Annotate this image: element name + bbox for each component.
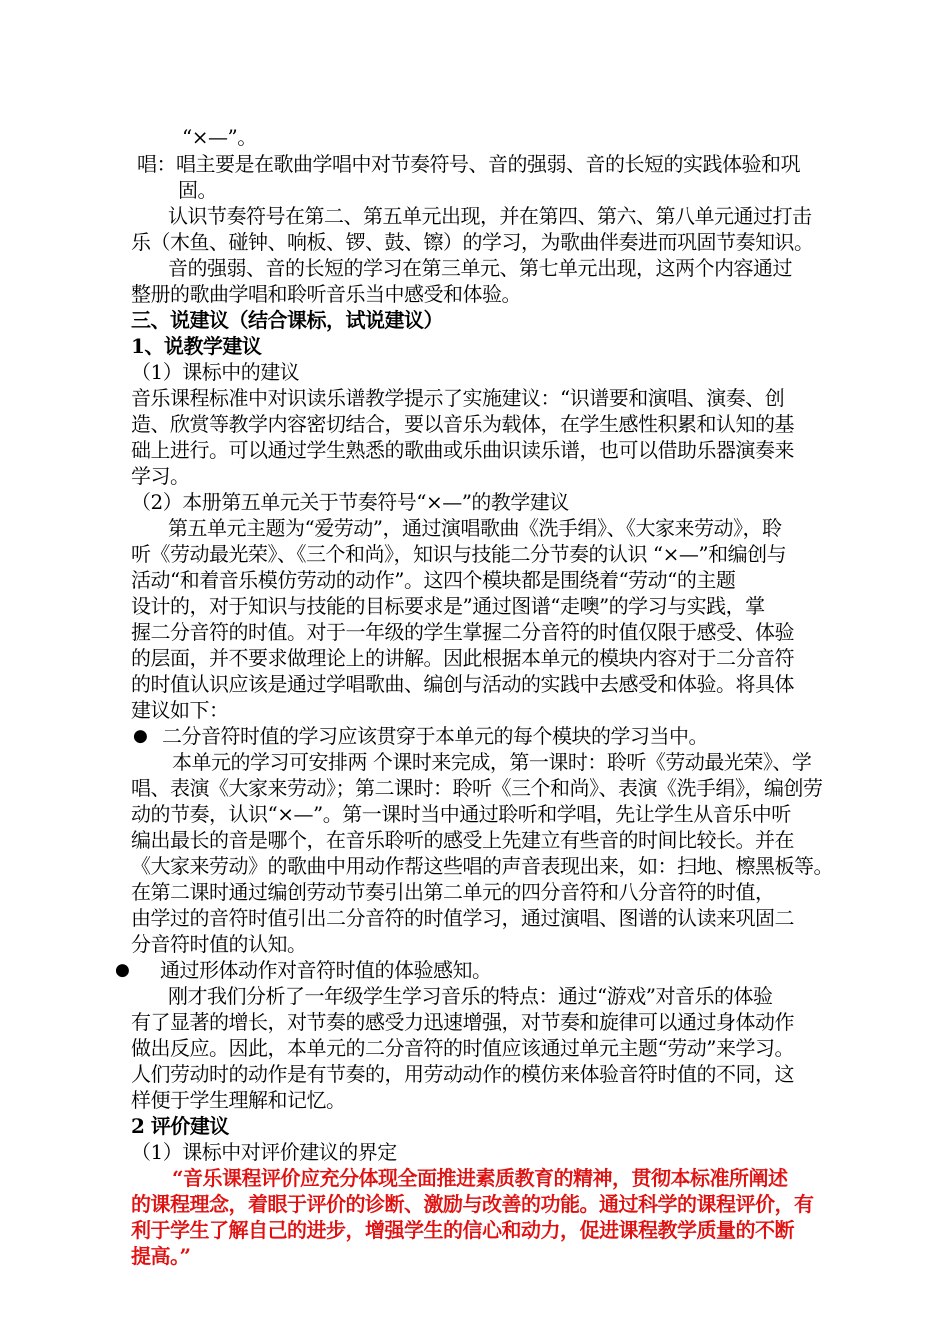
text-line: 建议如下：: [131, 698, 229, 722]
text-line: 分音符时值的认知。: [131, 932, 307, 956]
text-line: “×—”。: [182, 125, 257, 149]
text-line: 造、欣赏等教学内容密切结合，要以音乐为载体，在学生感性积累和认知的基: [131, 412, 794, 436]
text-line: 由学过的音符时值引出二分音符的时值学习，通过演唱、图谱的认读来巩固二: [131, 906, 794, 930]
quoted-text-line: 利于学生了解自己的进步，增强学生的信心和动力，促进课程教学质量的不断: [131, 1218, 794, 1242]
text-line: 在第二课时通过编创劳动节奏引出第二单元的四分音符和八分音符的时值，: [131, 880, 775, 904]
section-heading: 三、说建议（结合课标，试说建议）: [131, 308, 443, 332]
text-line: 《大家来劳动》的歌曲中用动作帮这些唱的声音表现出来，如：扫地、檫黑板等。: [131, 854, 833, 878]
text-line: 音乐课程标准中对识读乐谱教学提示了实施建议：“识谱要和演唱、演奏、创: [131, 386, 785, 410]
text-line: （1）课标中对评价建议的界定: [131, 1140, 397, 1164]
text-line: 第五单元主题为“爱劳动”，通过演唱歌曲《洗手绢》、《大家来劳动》，聆: [168, 516, 782, 540]
text-line: 学习。: [131, 464, 190, 488]
text-line: 样便于学生理解和记忆。: [131, 1088, 346, 1112]
subsection-heading: 2 评价建议: [131, 1114, 229, 1138]
text-line: 编出最长的音是哪个，在音乐聆听的感受上先建立有些音的时间比较长。并在: [131, 828, 794, 852]
quoted-text-line: 提高。”: [131, 1244, 191, 1268]
text-line: 唱：唱主要是在歌曲学唱中对节奏符号、音的强弱、音的长短的实践体验和巩: [137, 152, 800, 176]
text-line: 握二分音符的时值。对于一年级的学生掌握二分音符的时值仅限于感受、体验: [131, 620, 794, 644]
text-line: 做出反应。因此，本单元的二分音符的时值应该通过单元主题“劳动”来学习。: [131, 1036, 794, 1060]
quoted-text-line: 的课程理念，着眼于评价的诊断、激励与改善的功能。通过科学的课程评价，有: [131, 1192, 814, 1216]
text-line: 人们劳动时的动作是有节奏的，用劳动动作的模仿来体验音符时值的不同，这: [131, 1062, 794, 1086]
bullet-icon: ●: [115, 960, 130, 980]
bullet-icon: ●: [133, 726, 148, 746]
text-line: 唱、表演《大家来劳动》；第二课时：聆听《三个和尚》、表演《洗手绢》，编创劳: [131, 776, 823, 800]
text-line: 固。: [178, 178, 217, 202]
text-line: 的层面，并不要求做理论上的讲解。因此根据本单元的模块内容对于二分音符: [131, 646, 794, 670]
bullet-item-text: 二分音符时值的学习应该贯穿于本单元的每个模块的学习当中。: [162, 724, 708, 748]
text-line: 的时值认识应该是通过学唱歌曲、编创与活动的实践中去感受和体验。将具体: [131, 672, 794, 696]
text-line: 认识节奏符号在第二、第五单元出现，并在第四、第六、第八单元通过打击: [168, 204, 812, 228]
text-line: 有了显著的增长，对节奏的感受力迅速增强，对节奏和旋律可以通过身体动作: [131, 1010, 794, 1034]
text-line: 刚才我们分析了一年级学生学习音乐的特点：通过“游戏”对音乐的体验: [168, 984, 773, 1008]
text-line: 动的节奏，认识“×—”。第一课时当中通过聆听和学唱，先让学生从音乐中听: [131, 802, 791, 826]
text-line: 整册的歌曲学唱和聆听音乐当中感受和体验。: [131, 282, 521, 306]
subsection-heading: 1、说教学建议: [131, 334, 262, 358]
text-line: （2）本册第五单元关于节奏符号“×—”的教学建议: [131, 490, 569, 514]
text-line: 活动“和着音乐模仿劳动的动作”。这四个模块都是围绕着“劳动“的主题: [131, 568, 736, 592]
text-line: 本单元的学习可安排两 个课时来完成，第一课时：聆听《劳动最光荣》、学: [172, 750, 812, 774]
quoted-text-line: “音乐课程评价应充分体现全面推进素质教育的精神，贯彻本标准所阐述: [172, 1166, 788, 1190]
text-line: 音的强弱、音的长短的学习在第三单元、第七单元出现，这两个内容通过: [168, 256, 792, 280]
text-line: 设计的，对于知识与技能的目标要求是”通过图谱“走噢”的学习与实践，掌: [131, 594, 765, 618]
text-line: 听《劳动最光荣》、《三个和尚》，知识与技能二分节奏的认识 “×—”和编创与: [131, 542, 787, 566]
text-line: 础上进行。可以通过学生熟悉的歌曲或乐曲识读乐谱，也可以借助乐器演奏来: [131, 438, 794, 462]
text-line: 乐（木鱼、碰钟、响板、锣、鼓、镲）的学习，为歌曲伴奏进而巩固节奏知识。: [131, 230, 814, 254]
text-line: （1）课标中的建议: [131, 360, 300, 384]
bullet-item-text: 通过形体动作对音符时值的体验感知。: [160, 958, 492, 982]
